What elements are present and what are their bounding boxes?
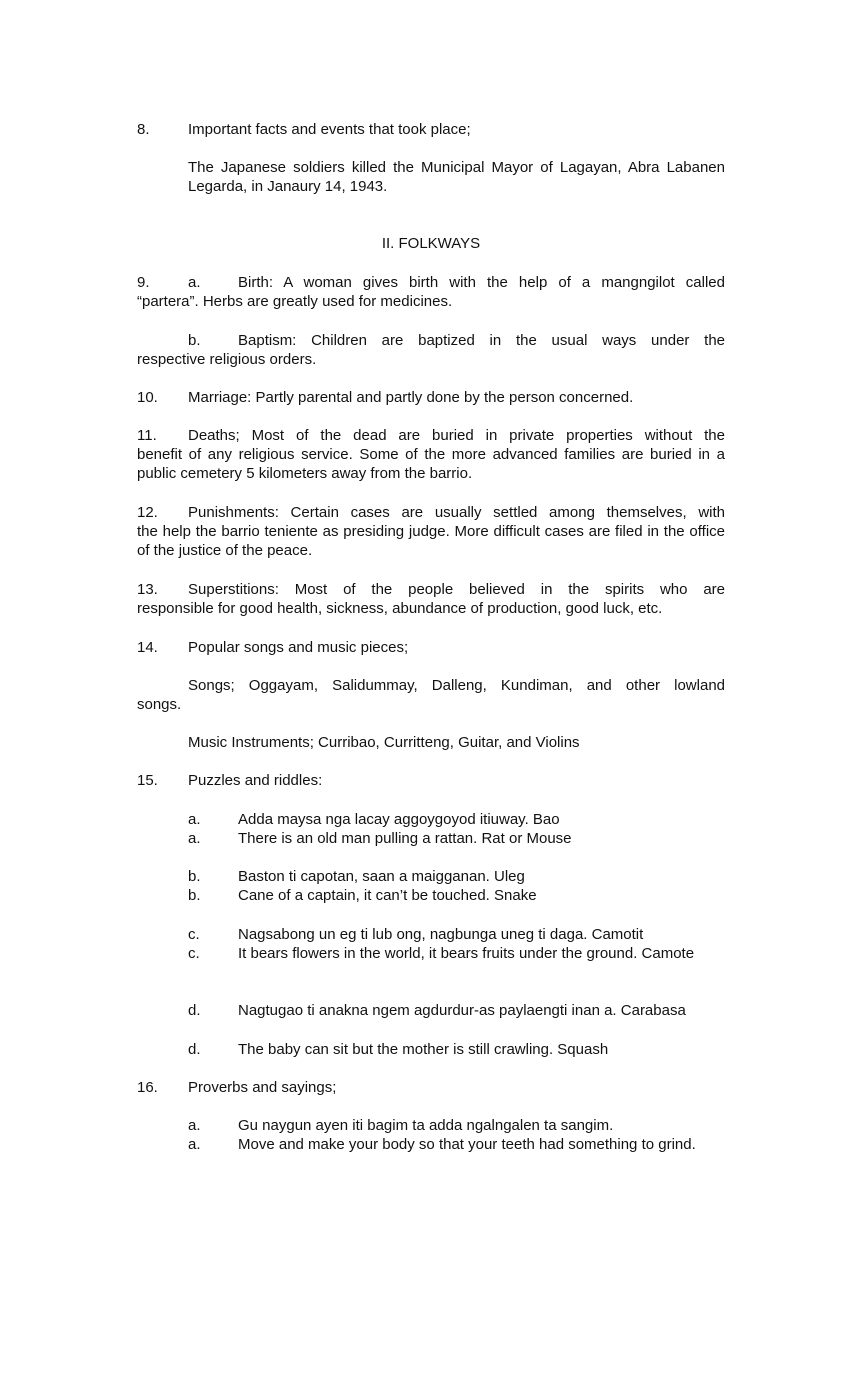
riddle-letter: c.	[188, 945, 200, 962]
riddle-letter: b.	[188, 887, 201, 904]
item-12	[137, 503, 725, 560]
item-text-rest: respective religious orders.	[137, 351, 317, 368]
saying-text: Move and make your body so that your teeth had something to grind.	[238, 1136, 696, 1153]
riddle	[188, 810, 725, 829]
saying	[188, 1135, 725, 1154]
item-letter: a.	[188, 274, 201, 291]
item-number: 15.	[137, 772, 158, 789]
item-8-heading-row	[137, 120, 725, 139]
riddle-letter: b.	[188, 868, 201, 885]
riddle	[188, 944, 725, 963]
item-16-heading-row	[137, 1078, 725, 1097]
item-text-first-line: Baptism: Children are baptized in the usual ways under the	[238, 332, 725, 349]
riddle	[188, 886, 725, 905]
riddle-letter: a.	[188, 830, 201, 847]
section-title: II. FOLKWAYS	[381, 235, 481, 252]
item-number: 11.	[137, 427, 157, 444]
item-14-heading-row	[137, 638, 725, 657]
songs-first-line: Songs; Oggayam, Salidummay, Dalleng, Kundiman, and other lowland	[188, 677, 725, 694]
item-heading: Important facts and events that took place;	[188, 121, 471, 138]
item-heading: Popular songs and music pieces;	[188, 639, 409, 656]
item-text: Marriage: Partly parental and partly done by the person concerned.	[188, 389, 634, 406]
music-instruments: Music Instruments; Curribao, Curritteng, Guitar, and Violins	[188, 734, 580, 751]
item-text-rest: benefit of any religious service. Some of the more advanced families are buried in a public cemetery 5 kilometers away from the barrio.	[137, 446, 725, 482]
riddle-text: The baby can sit but the mother is still crawling. Squash	[238, 1041, 609, 1058]
item-text-rest: responsible for good health, sickness, abundance of production, good luck, etc.	[137, 600, 663, 617]
songs-rest: songs.	[137, 696, 182, 713]
riddle-letter: c.	[188, 926, 200, 943]
saying-letter: a.	[188, 1117, 201, 1134]
riddle-letter: d.	[188, 1002, 201, 1019]
item-letter: b.	[188, 332, 201, 349]
riddle	[188, 1040, 725, 1059]
item-11	[137, 426, 725, 483]
item-number: 8.	[137, 121, 150, 138]
riddle-text: Baston ti capotan, saan a maigganan. Uleg	[238, 868, 525, 885]
item-text-rest: “partera”. Herbs are greatly used for medicines.	[137, 293, 453, 310]
riddle-text: Nagsabong un eg ti lub ong, nagbunga uneg ti daga. Camotit	[238, 926, 644, 943]
item-text-rest: the help the barrio teniente as presiding judge. More difficult cases are filed in the office of the justice of the peace.	[137, 523, 725, 559]
riddle-letter: a.	[188, 811, 201, 828]
item-15-heading-row	[137, 771, 725, 790]
riddle-text: Adda maysa nga lacay aggoygoyod itiuway. Bao	[238, 811, 560, 828]
item-heading: Puzzles and riddles:	[188, 772, 323, 789]
saying-letter: a.	[188, 1136, 201, 1153]
item-text-first-line: Birth: A woman gives birth with the help of a mangngilot called	[238, 274, 725, 291]
item-9b	[137, 331, 725, 369]
item-number: 13.	[137, 581, 158, 598]
riddle	[188, 829, 725, 848]
item-13	[137, 580, 725, 618]
item-14-songs	[137, 676, 725, 714]
riddle	[188, 925, 725, 944]
riddle-letter: d.	[188, 1041, 201, 1058]
item-9a	[137, 273, 725, 311]
item-number: 16.	[137, 1079, 158, 1096]
riddle	[188, 867, 725, 886]
riddle-text: It bears flowers in the world, it bears fruits under the ground. Camote	[238, 945, 695, 962]
item-8-body: The Japanese soldiers killed the Municipal Mayor of Lagayan, Abra Labanen Legarda, in Janaury 14, 1943.	[188, 159, 725, 195]
saying	[188, 1116, 725, 1135]
item-10	[137, 388, 725, 407]
item-heading: Proverbs and sayings;	[188, 1079, 337, 1096]
riddle-text: Nagtugao ti anakna ngem agdurdur-as paylaengti inan a. Carabasa	[238, 1002, 686, 1019]
item-number: 9.	[137, 274, 150, 291]
riddle	[188, 1001, 725, 1020]
item-number: 12.	[137, 504, 158, 521]
riddle-text: There is an old man pulling a rattan. Rat or Mouse	[238, 830, 572, 847]
riddle-text: Cane of a captain, it can’t be touched. Snake	[238, 887, 537, 904]
item-number: 10.	[137, 389, 158, 406]
item-text-first-line: Superstitions: Most of the people believed in the spirits who are	[188, 581, 725, 598]
item-text-first-line: Deaths; Most of the dead are buried in private properties without the	[188, 427, 725, 444]
item-number: 14.	[137, 639, 158, 656]
item-text-first-line: Punishments: Certain cases are usually settled among themselves, with	[188, 504, 725, 521]
saying-text: Gu naygun ayen iti bagim ta adda ngalngalen ta sangim.	[238, 1117, 614, 1134]
